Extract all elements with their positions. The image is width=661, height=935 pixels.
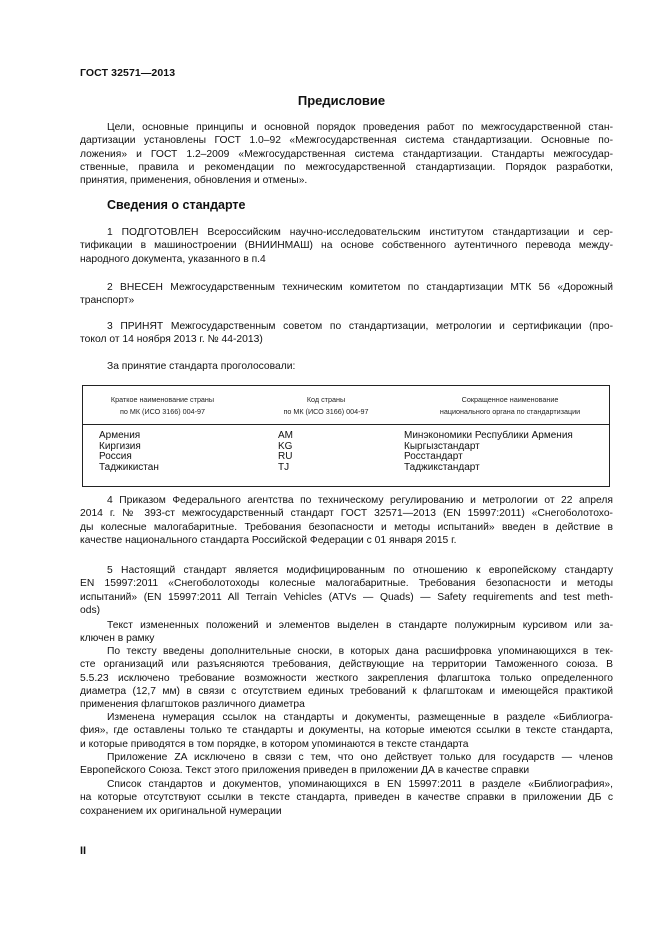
header-line: национального органа по стандартизации [439,407,581,416]
item-3-line: 3 ПРИНЯТ Межгосударственным советом по стандартизации, метрологии и сертификации (про- [107,321,613,332]
text-changes-line: ключен в рамку [80,633,155,645]
header-line: по МК (ИСО 3166) 004-97 [120,407,205,416]
footnotes-line: 5.5.23 исключено требование возможности жесткого закрепления флагштока только определенного [80,672,613,684]
item-1-line: тификации в машиностроении (ВНИИНМАШ) на основе собственного аутентичного перевода между- [80,240,613,252]
column-header-code [242,394,410,418]
item-4-line: 4 Приказом Федерального агентства по техническому регулированию и метрологии от 22 апреля [107,495,613,506]
country-column [99,431,159,473]
annex-paragraph [80,751,613,778]
numbering-line: Изменена нумерация ссылок на стандарты и документы, размещенные в разделе «Библиогра- [107,712,613,723]
annex-line: Приложение ZA исключено в связи с тем, что оно действует только для государств — членов [107,752,613,763]
preface-line: ложения» и ГОСТ 1.2–2009 «Межгосударственная система стандартизации. Стандарты межгосудар- [80,148,613,160]
item-5-line: ods) [80,604,101,616]
references-list-line: Список стандартов и документов, упоминающихся в EN 15997:2011 в разделе «Библиография», [107,779,613,790]
page-number: II [80,845,87,857]
table-cell-code: AM [278,430,293,441]
references-list-line: сохранением их оригинальной нумерации [80,805,282,817]
item-4-line: 2014 г. № 393-ст межгосударственный стандарт ГОСТ 32571—2013 (EN 15997:2011) «Снегоболотохо- [80,508,613,520]
header-line: Краткое наименование страны [110,395,215,404]
footnotes-line: По тексту введены дополнительные сноски, в которых дана расшифровка упоминающихся в тек- [107,646,613,657]
table-cell-code: RU [278,451,293,463]
code-column [278,431,293,473]
table-cell-body: Таджикстандарт [404,461,480,473]
column-header-body [410,394,610,418]
preface-line: принятия, применения, обновления и отмены». [80,175,308,187]
table-cell-body: Росстандарт [404,451,463,463]
voted-paragraph [80,360,613,373]
preface-line: Цели, основные принципы и основной порядок проведения работ по межгосударственной стан- [107,122,613,133]
item-1-line: 1 ПОДГОТОВЛЕН Всероссийским научно-исследовательским институтом стандартизации и сер- [107,227,613,238]
item-5-paragraph [80,564,613,617]
document-code-header: ГОСТ 32571—2013 [80,67,176,79]
preface-line: ственные, правила и рекомендации по межгосударственной стандартизации. Порядок разработки, [80,161,613,173]
table-cell-body: Кыргызстандарт [404,440,480,452]
column-header-country [83,394,242,418]
footnotes-line: сте организаций или разъясняются требования, действующие на территории Таможенного союза. В [80,659,613,671]
table-header-divider [83,424,609,425]
voting-table [82,385,610,487]
voted-text: За принятие стандарта проголосовали: [107,361,296,372]
standard-info-title: Сведения о стандарте [107,198,246,212]
item-5-line: EN 15997:2011 «Снегоболотоходы колесные малогабаритные. Требования безопасности и методы [80,578,613,590]
table-cell-country: Таджикистан [99,461,159,473]
item-4-paragraph [80,494,613,547]
table-cell-code: KG [278,440,293,452]
footnotes-line: диаметра (12,7 мм) в связи с отсутствием единых требований к флагштокам и имеющейся практикой [80,685,613,697]
footnotes-line: применения флагштоков различного диаметра [80,699,305,711]
references-list-paragraph [80,778,613,818]
item-4-line: ды колесные малогабаритные. Требования безопасности и методы испытаний» введен в действие в [80,521,613,533]
text-changes-line: Текст измененных положений и элементов выделен в стандарте полужирным курсивом или за- [107,620,613,631]
numbering-paragraph [80,711,613,751]
text-changes-paragraph [80,619,613,646]
body-column [404,431,573,473]
item-2-line: 2 ВНЕСЕН Межгосударственным техническим комитетом по стандартизации МТК 56 «Дорожный [107,282,613,293]
numbering-line: и которые приводятся в том порядке, в котором упоминаются в тексте стандарта [80,738,469,750]
preface-paragraph [80,121,613,187]
item-1-paragraph [80,226,613,266]
footnotes-paragraph [80,645,613,711]
header-line: Код страны [306,395,346,404]
header-line: по МК (ИСО 3166) 004-97 [283,407,369,416]
header-line: Сокращенное наименование [461,395,559,404]
item-3-paragraph [80,320,613,347]
table-cell-country: Армения [99,430,141,441]
preface-title-text: Предисловие [297,93,386,108]
references-list-line: на которые отсутствуют ссылки в тексте стандарта, приведен в качестве справки в приложении ДБ с [80,792,613,804]
item-5-line: испытаний» (EN 15997:2011 All Terrain Vehicles (ATVs — Quads) — Safety requirements and test meth- [80,591,613,603]
item-2-paragraph [80,281,613,308]
item-2-line: транспорт» [80,295,135,307]
preface-title [0,93,661,108]
item-4-line: качестве национального стандарта Российской Федерации с 01 января 2015 г. [80,534,457,546]
table-cell-code: TJ [278,461,290,473]
annex-line: Европейского Союза. Текст этого приложения приведен в приложении ДА в качестве справки [80,765,530,777]
item-1-line: народного документа, указанного в п.4 [80,253,266,265]
numbering-line: фия», где оставлены только те стандарты и документы, на которые имеются ссылки в тексте стандарта, [80,725,613,737]
table-cell-body: Минэкономики Республики Армения [404,430,573,441]
preface-line: дартизации установлены ГОСТ 1.0–92 «Межгосударственная система стандартизации. Основные по- [80,135,613,147]
table-cell-country: Киргизия [99,440,141,452]
item-5-line: 5 Настоящий стандарт является модифицированным по отношению к европейскому стандарту [107,565,613,576]
item-3-line: токол от 14 ноября 2013 г. № 44-2013) [80,334,263,346]
table-cell-country: Россия [99,451,132,463]
